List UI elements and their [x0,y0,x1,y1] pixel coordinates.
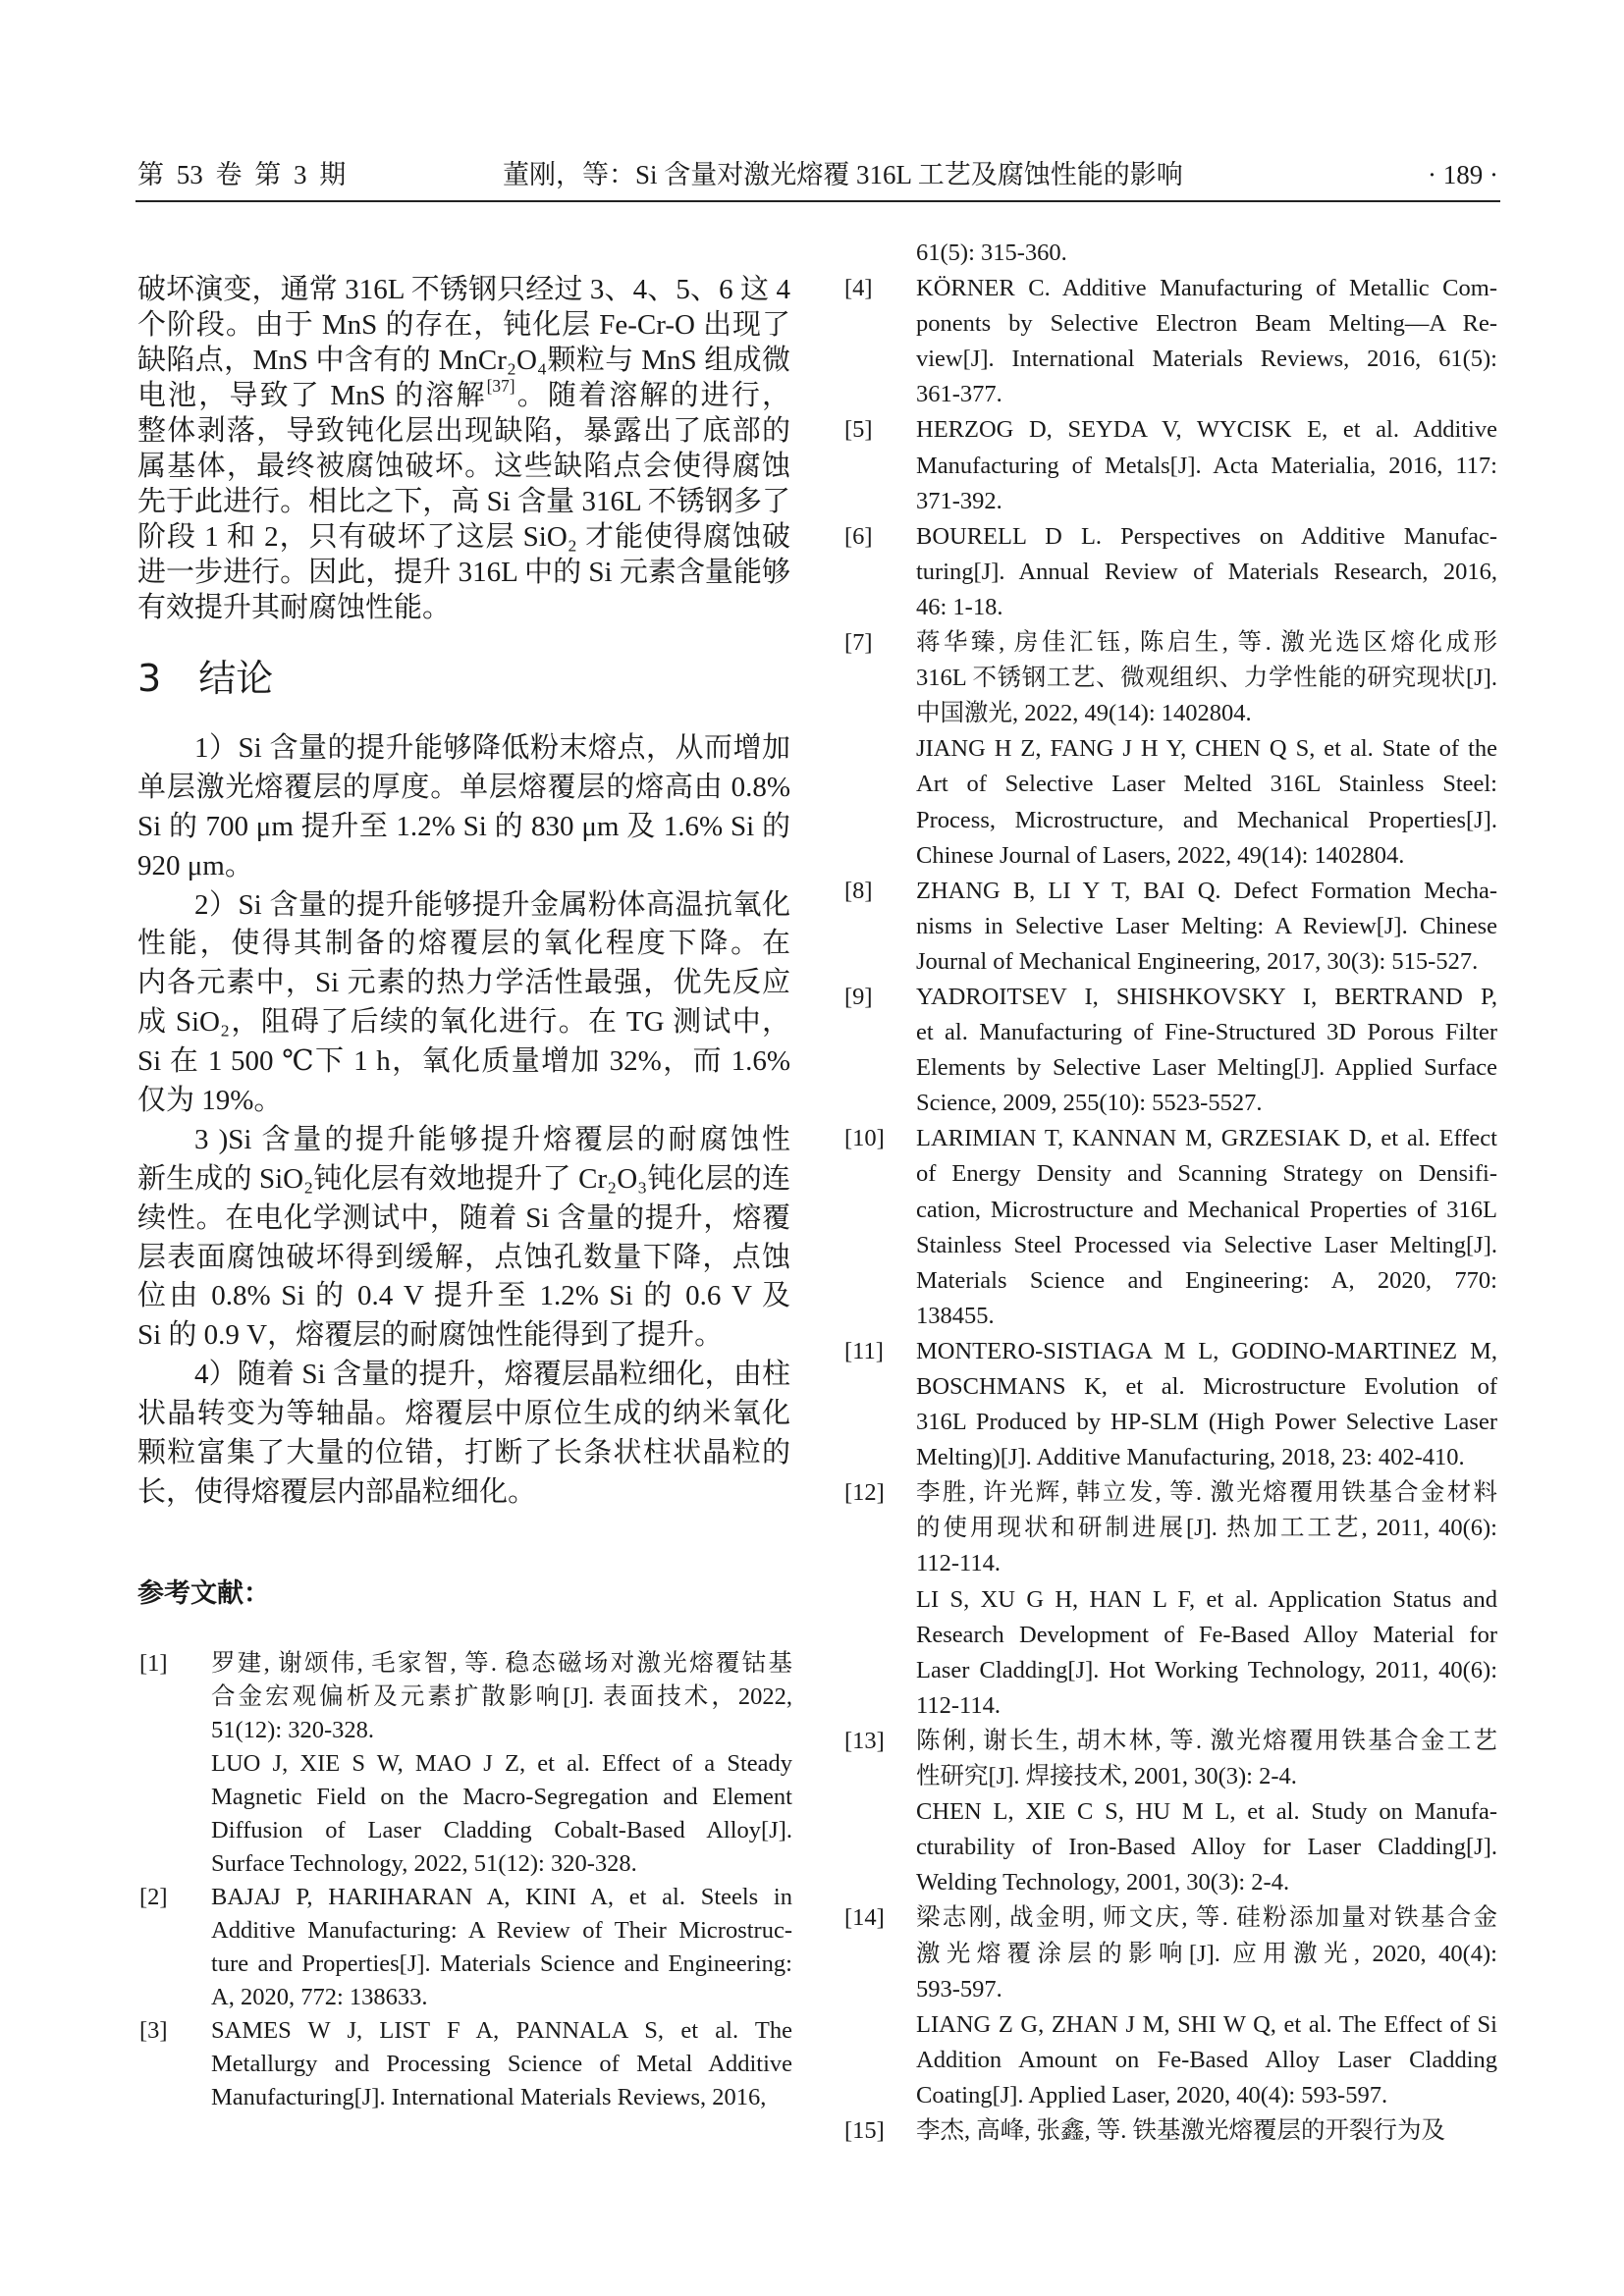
text-line: 112-114. [916,1691,1001,1719]
text-line: Surface Technology, 2022, 51(12): 320-328. [211,1850,637,1877]
text-line: 颗粒富集了大量的位错，打断了长条状柱状晶粒的 [137,1437,790,1469]
text-line: 316L Produced by HP-SLM (High Power Selective Laser [916,1409,1497,1436]
reference-item [844,1724,1497,1900]
text-line: 性研究[J]. 焊接技术, 2001, 30(3): 2-4. [916,1763,1297,1790]
journal-volume-issue: 第 53 卷 第 3 期 [137,160,347,189]
text-line: 成 SiO₂，阻碍了后续的氧化进行。在 TG 测试中， [137,1006,790,1039]
text-line: 陈俐, 谢长生, 胡木林, 等. 激光熔覆用铁基合金工艺 [916,1727,1497,1754]
text-line: of Energy Density and Scanning Strategy on Densifi- [916,1160,1497,1188]
text-line: 有效提升其耐腐蚀性能。 [137,592,452,623]
reference-item [139,2014,792,2114]
reference-item [844,271,1497,412]
reference-number: [11] [844,1337,884,1364]
reference-item [139,1881,792,2014]
references-right-column [844,236,1497,2149]
citation-marker: [37] [486,378,515,396]
reference-number: [4] [844,275,873,302]
section-number: 3 [137,657,162,700]
text-line: 46: 1-18. [916,593,1003,620]
reference-text [916,2113,1497,2149]
reference-item [844,236,1497,271]
text-line: Melting)[J]. Additive Manufacturing, 2018, 23: 402-410. [916,1444,1465,1471]
text-line: 状晶转变为等轴晶。熔覆层中原位生成的纳米氧化 [137,1398,790,1430]
reference-item [844,1334,1497,1475]
intro-paragraph [137,272,790,625]
conclusion-item [137,886,790,1121]
text-line: BAJAJ P, HARIHARAN A, KINI A, et al. Steels in [211,1884,792,1910]
reference-item [844,412,1497,518]
reference-number: [14] [844,1904,885,1932]
text-line: et al. Manufacturing of Fine-Structured 3D Porous Filter [916,1019,1497,1046]
text-line: Diffusion of Laser Cladding Cobalt-Based Alloy[J]. [211,1817,792,1843]
reference-text [211,1881,792,2014]
references-heading: 参考文献： [137,1578,270,1608]
text-line: Si 的 700 μm 提升至 1.2% Si 的 830 μm 及 1.6% Si 的 [137,810,790,842]
text-line: 3 )Si 含量的提升能够提升熔覆层的耐腐蚀性 [194,1123,790,1155]
text-line: 性能，使得其制备的熔覆层的氧化程度下降。在 [137,928,790,960]
page-number: · 189 · [1428,160,1498,189]
reference-text [916,519,1497,625]
reference-number: [5] [844,416,873,444]
text-line: Welding Technology, 2001, 30(3): 2-4. [916,1869,1290,1896]
text-line: 合金宏观偏析及元素扩散影响[J]. 表面技术，2022, [211,1683,792,1710]
text-line: turing[J]. Annual Review of Materials Research, 2016, [916,558,1497,585]
text-line: Materials Science and Engineering: A, 2020, 770: [916,1266,1497,1294]
text-line: 先于此进行。相比之下，高 Si 含量 316L 不锈钢多了 [137,486,790,517]
text-line: 112-114. [916,1550,1001,1577]
reference-text [916,980,1497,1121]
text-line: ZHANG B, LI Y T, BAI Q. Defect Formation Mecha- [916,877,1497,904]
text-line: cation, Microstructure and Mechanical Properties of 316L [916,1196,1497,1223]
text-line: Metallurgy and Processing Science of Metal Additive [211,2051,792,2077]
text-line: nisms in Selective Laser Melting: A Review[J]. Chinese [916,912,1497,939]
reference-number: [1] [139,1650,168,1677]
text-line: Addition Amount on Fe-Based Alloy Laser Cladding [916,2046,1497,2073]
text-line: CHEN L, XIE C S, HU M L, et al. Study on Manufa- [916,1798,1497,1826]
text-line: BOSCHMANS K, et al. Microstructure Evolution of [916,1373,1497,1400]
text-line: 属基体，最终被腐蚀破坏。这些缺陷点会使得腐蚀 [137,451,790,482]
text-line: 梁志刚, 战金明, 师文庆, 等. 硅粉添加量对铁基合金 [916,1904,1497,1932]
text-line: Magnetic Field on the Macro-Segregation and Element [211,1784,792,1810]
text-line: MONTERO-SISTIAGA M L, GODINO-MARTINEZ M, [916,1337,1497,1364]
conclusion-item [137,729,790,886]
text-line: Laser Cladding[J]. Hot Working Technology, 2011, 40(6): [916,1656,1497,1683]
text-line: 1）Si 含量的提升能够降低粉末熔点，从而增加 [194,732,790,764]
text-line: 371-392. [916,487,1002,514]
text-line: 层表面腐蚀破坏得到缓解，点蚀孔数量下降，点蚀 [137,1241,790,1273]
text-line: Manufacturing[J]. International Materials Reviews, 2016, [211,2084,767,2110]
text-line: Coating[J]. Applied Laser, 2020, 40(4): 593-597. [916,2081,1388,2109]
text-line: 593-597. [916,1975,1002,2002]
text-line: HERZOG D, SEYDA V, WYCISK E, et al. Additive [916,416,1497,444]
text-line: LIANG Z G, ZHAN J M, SHI W Q, et al. The Effect of Si [916,2010,1497,2038]
reference-number: [8] [844,877,873,904]
text-line: YADROITSEV I, SHISHKOVSKY I, BERTRAND P, [916,983,1497,1010]
text-line: Elements by Selective Laser Melting[J]. Applied Surface [916,1054,1497,1082]
text-line: 内各元素中，Si 元素的热力学活性最强，优先反应 [137,967,790,999]
reference-item [844,625,1497,874]
text-line: Additive Manufacturing: A Review of Their Microstruc- [211,1917,792,1944]
reference-number: [2] [139,1884,168,1910]
reference-item [844,1475,1497,1724]
text-line: LUO J, XIE S W, MAO J Z, et al. Effect of a Steady [211,1750,792,1777]
reference-text [211,1647,792,1881]
reference-text [916,874,1497,980]
header-rule [135,200,1500,202]
text-segment: 电池，导致了 MnS 的溶解 [137,380,487,411]
text-line: Process, Microstructure, and Mechanical Properties[J]. [916,806,1497,833]
reference-number: [15] [844,2116,885,2144]
reference-number: [3] [139,2017,168,2044]
text-line: Stainless Steel Processed via Selective Laser Melting[J]. [916,1231,1497,1258]
conclusion-item [137,1356,790,1513]
reference-number: [10] [844,1125,885,1152]
text-line: KÖRNER C. Additive Manufacturing of Metallic Com- [916,275,1497,302]
reference-item [844,1900,1497,2113]
text-line: A, 2020, 772: 138633. [211,1984,428,2010]
reference-text [916,412,1497,518]
text-line: 新生成的 SiO₂钝化层有效地提升了 Cr₂O₃钝化层的连 [137,1162,790,1195]
reference-item [139,1647,792,1881]
text-line: 位由 0.8% Si 的 0.4 V 提升至 1.2% Si 的 0.6 V 及 [137,1280,790,1312]
text-line: ture and Properties[J]. Materials Science and Engineering: [211,1950,792,1977]
text-line: 罗建, 谢颂伟, 毛家智, 等. 稳态磁场对激光熔覆钴基 [211,1650,792,1677]
text-line: 920 μm。 [137,849,253,881]
text-line: 4）随着 Si 含量的提升，熔覆层晶粒细化，由柱 [194,1359,790,1391]
text-line: 51(12): 320-328. [211,1717,375,1743]
text-line: Art of Selective Laser Melted 316L Stainless Steel: [916,771,1497,798]
text-line: cturability of Iron-Based Alloy for Laser Cladding[J]. [916,1834,1497,1861]
text-line: Research Development of Fe-Based Alloy Material for [916,1621,1497,1648]
text-segment: 。随着溶解的进行， [514,380,790,411]
text-line: 蒋华臻, 房佳汇钰, 陈启生, 等. 激光选区熔化成形 [916,629,1497,657]
text-line: Si 在 1 500 ℃下 1 h，氧化质量增加 32%，而 1.6% [137,1045,790,1078]
reference-number: [13] [844,1727,885,1754]
text-line: Si 的 0.9 V，熔覆层的耐腐蚀性能得到了提升。 [137,1319,724,1352]
running-title: 董刚，等：Si 含量对激光熔覆 316L 工艺及腐蚀性能的影响 [503,160,1183,189]
text-line: Science, 2009, 255(10): 5523-5527. [916,1090,1263,1117]
reference-item [844,874,1497,980]
text-line: view[J]. International Materials Reviews, 2016, 61(5): [916,346,1497,373]
reference-number: [9] [844,983,873,1010]
text-line: Chinese Journal of Lasers, 2022, 49(14): 1402804. [916,841,1405,869]
text-line: JIANG H Z, FANG J H Y, CHEN Q S, et al. State of the [916,735,1497,763]
reference-text [211,2014,792,2114]
text-line: 续性。在电化学测试中，随着 Si 含量的提升，熔覆 [137,1201,790,1234]
text-line: 个阶段。由于 MnS 的存在，钝化层 Fe-Cr-O 出现了 [137,309,790,341]
text-line: Manufacturing of Metals[J]. Acta Materialia, 2016, 117: [916,452,1497,479]
reference-item [844,1121,1497,1334]
conclusions [137,729,790,1513]
text-line: 2）Si 含量的提升能够提升金属粉体高温抗氧化 [194,888,790,921]
reference-number: [7] [844,629,873,657]
reference-text [916,1900,1497,2113]
reference-text [916,1334,1497,1475]
text-line: 61(5): 315-360. [916,240,1067,266]
text-line: 的使用现状和研制进展[J]. 热加工工艺, 2011, 40(6): [916,1515,1497,1542]
text-line: 破坏演变，通常 316L 不锈钢只经过 3、4、5、6 这 4 [137,274,790,305]
reference-text [916,1724,1497,1900]
text-line: 李杰, 高峰, 张鑫, 等. 铁基激光熔覆层的开裂行为及 [916,2116,1445,2144]
reference-item [844,980,1497,1121]
text-line: 仅为 19%。 [137,1085,283,1117]
text-line: 单层激光熔覆层的厚度。单层熔覆层的熔高由 0.8% [137,771,790,803]
text-line: 361-377. [916,381,1002,408]
section-heading [137,656,273,701]
text-line: 长，使得熔覆层内部晶粒细化。 [137,1475,537,1508]
reference-text [916,236,1497,271]
references-left-column [139,1647,792,2114]
text-line: ponents by Selective Electron Beam Melting—A Re- [916,310,1497,338]
text-line: 整体剥落，导致钝化层出现缺陷，暴露出了底部的 [137,415,790,447]
text-line: 138455. [916,1302,995,1329]
text-line: SAMES W J, LIST F A, PANNALA S, et al. The [211,2017,792,2044]
text-line: 316L 不锈钢工艺、微观组织、力学性能的研究现状[J]. [916,665,1497,692]
text-line: BOURELL D L. Perspectives on Additive Manufac- [916,522,1497,550]
reference-text [916,1475,1497,1724]
reference-text [916,271,1497,412]
reference-number: [6] [844,522,873,550]
text-line: 缺陷点，MnS 中含有的 MnCr₂O₄颗粒与 MnS 组成微 [137,345,790,376]
text-line: 李胜, 许光辉, 韩立发, 等. 激光熔覆用铁基合金材料 [916,1479,1497,1507]
reference-item [844,519,1497,625]
text-line: 激光熔覆涂层的影响[J]. 应用激光, 2020, 40(4): [916,1940,1497,1967]
text-line: Journal of Mechanical Engineering, 2017, 30(3): 515-527. [916,947,1479,975]
reference-text [916,625,1497,874]
reference-item [844,2113,1497,2149]
text-line: 中国激光, 2022, 49(14): 1402804. [916,700,1252,727]
reference-text [916,1121,1497,1334]
text-line: LI S, XU G H, HAN L F, et al. Application Status and [916,1585,1497,1613]
text-line: 阶段 1 和 2，只有破坏了这层 SiO₂ 才能使得腐蚀破 [137,521,790,553]
text-line: 进一步进行。因此，提升 316L 中的 Si 元素含量能够 [137,557,790,588]
reference-number: [12] [844,1479,885,1507]
conclusion-item [137,1121,790,1356]
text-line [137,378,790,413]
text-line: LARIMIAN T, KANNAN M, GRZESIAK D, et al. Effect [916,1125,1497,1152]
section-title: 结论 [198,657,274,700]
